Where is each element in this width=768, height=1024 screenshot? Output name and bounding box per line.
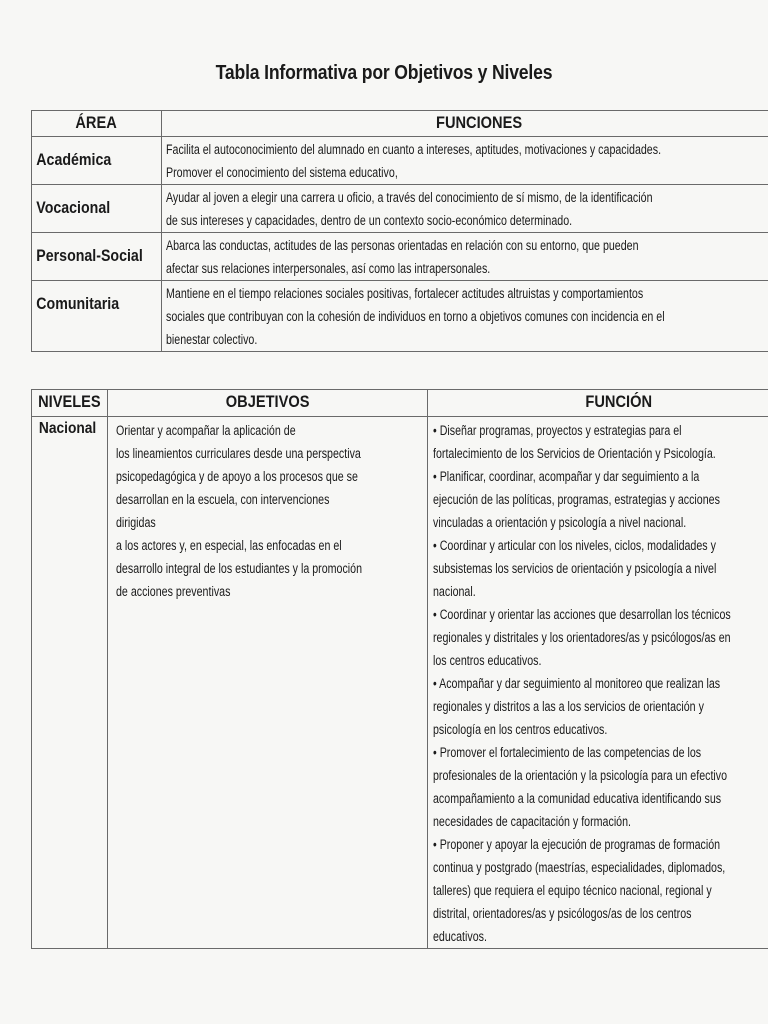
levels-table	[31, 389, 768, 949]
area-name: Académica	[36, 151, 112, 169]
area-name: Personal-Social	[36, 247, 143, 265]
header-funciones: FUNCIONES	[161, 111, 768, 137]
table-row	[32, 281, 768, 352]
table-row	[32, 137, 768, 185]
page-title: Tabla Informativa por Objetivos y Niveles	[215, 62, 553, 84]
area-function: Ayudar al joven a elegir una carrera u oficio, a través del conocimiento de sí mismo, de la identificación de sus intereses y capacidades, dentro de un contexto socio-económico determinado.	[161, 185, 768, 233]
level-objectives: Orientar y acompañar la aplicación de los lineamientos curriculares desde una perspectiva psicopedagógica y de apoyo a los procesos que se desarrollan en la escuela, con intervenciones dirigidas a los actores y, en especial, las enfocadas en el desarrollo integral de los estudiantes y la promoción de acciones preventivas	[107, 417, 427, 949]
area-name: Comunitaria	[36, 295, 120, 313]
level-name: Nacional	[38, 420, 97, 437]
area-name: Vocacional	[36, 199, 111, 217]
area-function: Mantiene en el tiempo relaciones sociales positivas, fortalecer actitudes altruistas y comportamientos sociales que contribuyan con la cohesión de individuos en torno a objetivos comunes con incidencia en el bienestar colectivo.	[161, 281, 768, 352]
area-function: Abarca las conductas, actitudes de las personas orientadas en relación con su entorno, que pueden afectar sus relaciones interpersonales, así como las intrapersonales.	[161, 233, 768, 281]
header-area: ÁREA	[32, 111, 162, 137]
area-function: Facilita el autoconocimiento del alumnado en cuanto a intereses, aptitudes, motivaciones y capacidades. Promover el conocimiento del sistema educativo,	[161, 137, 768, 185]
header-niveles: NIVELES	[32, 390, 108, 417]
table-row	[32, 233, 768, 281]
areas-table	[31, 110, 768, 352]
header-objetivos: OBJETIVOS	[107, 390, 427, 417]
level-functions: • Diseñar programas, proyectos y estrategias para el fortalecimiento de los Servicios de Orientación y Psicología. • Planificar, coordinar, acompañar y dar seguimiento a la ejecución de las políticas, programas, estrategias y acciones vinculadas a orientación y psicología a nivel nacional. • Coordinar y articular con los niveles, ciclos, modalidades y subsistemas los servicios de orientación y psicología a nivel nacional. • Coordinar y orientar las acciones que desarrollan los técnicos regionales y distritales y los orientadores/as y psicólogos/as en los centros educativos. • Acompañar y dar seguimiento al monitoreo que realizan las regionales y distritos a las a los servicios de orientación y psicología en los centros educativos. • Promover el fortalecimiento de las competencias de los profesionales de la orientación y la psicología para un efectivo acompañamiento a la comunidad educativa identificando sus necesidades de capacitación y formación. • Proponer y apoyar la ejecución de programas de formación continua y postgrado (maestrías, especialidades, diplomados, talleres) que requiera el equipo técnico nacional, regional y distrital, orientadores/as y psicólogos/as de los centros educativos.	[428, 417, 768, 949]
table-row	[32, 185, 768, 233]
header-funcion: FUNCIÓN	[428, 390, 768, 417]
table-row	[32, 417, 768, 949]
